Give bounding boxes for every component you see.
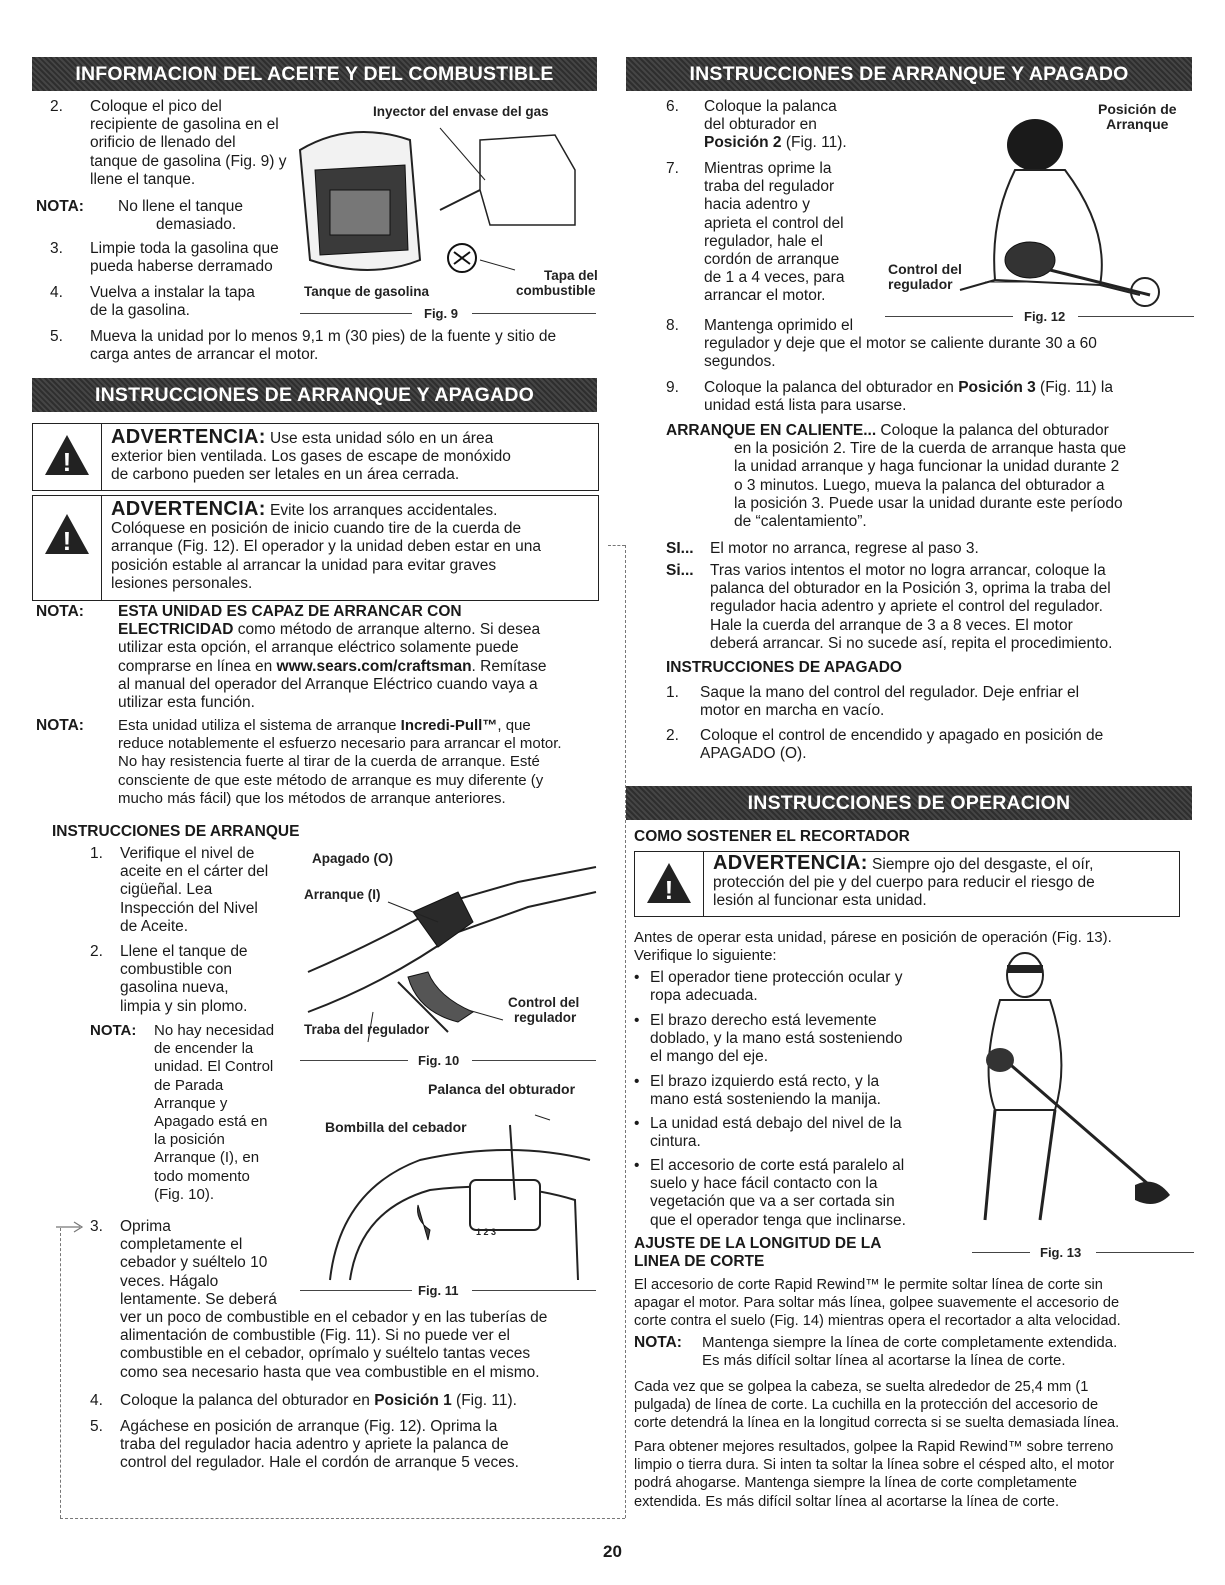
hold-trimmer-heading: COMO SOSTENER EL RECORTADOR [634, 828, 910, 845]
checklist-item: • El brazo izquierdo está recto, y la mano está sosteniendo la manija. [634, 1073, 881, 1109]
warning-icon-cell [33, 496, 102, 600]
stop-step-1: 1. Saque la mano del control del regulador. Deje enfriar el motor en marcha en vacío. [666, 684, 1080, 720]
fig12-label-control: Control del regulador [888, 261, 962, 292]
nota-no-overfill: NOTA: No llene el tanque demasiado. [36, 198, 243, 234]
fig11-rule-right [472, 1290, 596, 1291]
start-step-3: 3. Oprima completamente el cebador y suéltelo 10 veces. Hágalo lentamente. Se deberá ver un poco de combustible en el cebador y en las tuberías de alimentación de combustible (Fig. 11). Si no puede ver el combustible en el cebador, oprímalo y suéltelo tantas veces como sea necesario hasta que vea combustible en el mismo. [90, 1218, 548, 1381]
fig12-rule-right [1078, 316, 1194, 317]
fuel-step-5: 5. Mueva la unidad por lo menos 9,1 m (30 pies) de la fuente y sitio de carga antes de arrancar el motor. [50, 328, 557, 364]
fig13-illustration [955, 950, 1185, 1240]
fig9-caption: Fig. 9 [424, 306, 458, 321]
fig13-rule-right [1096, 1252, 1194, 1253]
fig12-caption: Fig. 12 [1024, 309, 1066, 324]
start-step-6: 6. Coloque la palanca del obturador en Posición 2 (Fig. 11). [666, 98, 847, 152]
warning-box-accidental-start: ! ADVERTENCIA: Evite los arranques accidentales. Colóquese en posición de inicio cuando tire de la cuerda de arranque (Fig. 12). El operador y la unidad deben estar en una posición estable al arrancar la unidad para evitar graves lesiones personales. [32, 495, 599, 601]
nota-incredi-pull: NOTA: Esta unidad utiliza el sistema de arranque Incredi-Pull™, que reduce notablemente el esfuerzo necesario para arrancar el motor. No hay resistencia fuerte al tirar de la cuerda de arranque. Esté consciente de que este método de arranque es muy diferente (y mucho más fácil) que los métodos de arranque anteriores. [36, 717, 562, 807]
fig11-rule-left [300, 1290, 412, 1291]
fig13-caption: Fig. 13 [1040, 1245, 1082, 1260]
start-step-1: 1. Verifique el nivel de aceite en el cárter del cigüeñal. Lea Inspección del Nivel de Aceite. [90, 845, 269, 935]
fig9-rule-right [472, 313, 596, 314]
checklist-item: • El brazo derecho está levemente doblado, y la mano está sosteniendo el mango del eje. [634, 1012, 903, 1066]
checklist-item: • El operador tiene protección ocular y ropa adecuada. [634, 969, 903, 1005]
troubleshoot-si-1: SI... El motor no arranca, regrese al paso 3. [666, 540, 979, 557]
warning-icon-cell [33, 424, 102, 490]
stop-instructions-heading: INSTRUCCIONES DE APAGADO [666, 659, 902, 676]
nota-line-extended: NOTA: Mantenga siempre la línea de corte completamente extendida. Es más difícil soltar línea al acortarse la línea de corte. [634, 1334, 1118, 1370]
dashed-guide-bottom [60, 1518, 625, 1519]
section-banner-start-left: INSTRUCCIONES DE ARRANQUE Y APAGADO [32, 378, 597, 412]
fig9-label-cap: Tapa del combustible [516, 268, 598, 298]
fig13-rule-left [972, 1252, 1030, 1253]
fig11-choke-scale: 1 2 3 [476, 1227, 497, 1237]
stop-step-2: 2. Coloque el control de encendido y apagado en posición de APAGADO (O). [666, 727, 1104, 763]
fig10-label-off: Apagado (O) [312, 851, 393, 866]
fig12-label-position: Posición de Arranque [1098, 101, 1177, 132]
fig10-label-on: Arranque (I) [304, 887, 381, 902]
svg-text:!: ! [664, 875, 674, 905]
fuel-step-4: 4. Vuelva a instalar la tapa de la gasolina. [50, 284, 255, 320]
adjust-line-heading: AJUSTE DE LA LONGITUD DE LA LINEA DE CORTE [634, 1235, 882, 1271]
rapid-rewind-paragraph: El accesorio de corte Rapid Rewind™ le permite soltar línea de corte sin apagar el motor. Para soltar más línea, golpee suavemente el accesorio de corte contra el suelo (Fig. 14) mientras opera el recortador a alta velocidad. [634, 1277, 1121, 1330]
cada-vez-paragraph: Cada vez que se golpea la cabeza, se suelta alrededor de 25,4 mm (1 pulgada) de línea de corte. La cuchilla en la protección del accesorio de corte detendrá la línea en la longitud correcta si se suelta demasiada línea. [634, 1379, 1120, 1432]
svg-text:!: ! [62, 526, 72, 556]
fig10-label-lock: Traba del regulador [304, 1022, 430, 1037]
nota-switch-position: NOTA: No hay necesidad de encender la unidad. El Control de Parada Arranque y Apagado está en la posición Arranque (I), en todo momento (Fig. 10). [90, 1022, 275, 1203]
start-step-8: 8. Mantenga oprimido el regulador y deje que el motor se caliente durante 30 a 60 segundos. [666, 317, 1097, 371]
warning-triangle-icon [43, 433, 91, 477]
best-results-paragraph: Para obtener mejores resultados, golpee la Rapid Rewind™ sobre terreno limpio o tierra dura. Si inten ta soltar la línea sobre el césped alto, el motor podrá ahogarse. Mantenga siempre la línea de corte completamente extendida. Es más difícil soltar línea al acortarse la línea de corte. [634, 1439, 1115, 1510]
start-step-5: 5. Agáchese en posición de arranque (Fig. 12). Oprima la traba del regulador hacia adentro y apriete la palanca de control del regulador. Hale el cordón de arranque 5 veces. [90, 1418, 519, 1472]
nota-electric-start: NOTA: ESTA UNIDAD ES CAPAZ DE ARRANCAR CON ELECTRICIDAD como método de arranque alterno. Si desea utilizar esta opción, el arranque eléctrico solamente puede comprarse en línea en www.sears.com/craftsman. Remítase al manual del operador del Arranque Eléctrico cuando vaya a utilizar esta función. [36, 603, 547, 712]
troubleshoot-si-2: Si... Tras varios intentos el motor no logra arrancar, coloque la palanca del obturador en la Posición 3, oprima la traba del regulador hacia adentro y apriete el control del regulador. Hale la cuerda del arranque de 3 a 8 veces. El motor deberá arrancar. Si no sucede así, repita el procedimiento. [666, 562, 1113, 652]
checklist-item: • La unidad está debajo del nivel de la cintura. [634, 1115, 902, 1151]
warm-start-paragraph: ARRANQUE EN CALIENTE... Coloque la palanca del obturador en la posición 2. Tire de la cuerda de arranque hasta que la unidad arranque y haga funcionar la unidad durante 2 o 3 minutos. Luego, mueva la palanca del obturador a la posición 3. Puede usar la unidad durante este período de “calentamiento”. [666, 422, 1127, 531]
fig10-rule-right [472, 1060, 596, 1061]
page-number: 20 [603, 1542, 622, 1561]
svg-text:!: ! [62, 447, 72, 477]
fig9-label-tank: Tanque de gasolina [304, 284, 430, 299]
start-instructions-heading: INSTRUCCIONES DE ARRANQUE [52, 823, 300, 840]
before-operating-paragraph: Antes de operar esta unidad, párese en posición de operación (Fig. 13). Verifique lo siguiente: [634, 929, 1112, 965]
start-step-2: 2. Llene el tanque de combustible con gasolina nueva, limpia y sin plomo. [90, 943, 248, 1015]
warning-icon-cell [635, 852, 704, 916]
warning-box-ventilation: ! ADVERTENCIA: Use esta unidad sólo en un área exterior bien ventilada. Los gases de escape de monóxido de carbono pueden ser letales en un área cerrada. [32, 423, 599, 491]
fig9-rule-left [300, 313, 412, 314]
start-step-7: 7. Mientras oprime la traba del regulador hacia adentro y aprieta el control del regulador, hale el cordón de arranque de 1 a 4 veces, para arrancar el motor. [666, 160, 845, 305]
fuel-step-3: 3. Limpie toda la gasolina que pueda haberse derramado [50, 240, 279, 276]
fig9-label-nozzle: Inyector del envase del gas [373, 104, 549, 119]
section-banner-fuel: INFORMACION DEL ACEITE Y DEL COMBUSTIBLE [32, 57, 597, 91]
dashed-guide-top-stub [608, 545, 625, 546]
warning-box-protection: ! ADVERTENCIA: Siempre ojo del desgaste, el oír, protección del pie y del cuerpo para reducir el riesgo de lesión al funcionar esta unidad. [634, 851, 1180, 917]
sears-url-link[interactable]: www.sears.com/craftsman [276, 657, 472, 675]
section-banner-start-right: INSTRUCCIONES DE ARRANQUE Y APAGADO [626, 57, 1192, 91]
fig12-rule-left [885, 316, 1013, 317]
dashed-guide-left [60, 1228, 61, 1518]
fig11-label-primer: Bombilla del cebador [325, 1119, 467, 1135]
start-step-4: 4. Coloque la palanca del obturador en Posición 1 (Fig. 11). [90, 1392, 517, 1409]
fuel-step-2: 2. Coloque el pico del recipiente de gasolina en el orificio de llenado del tanque de gasolina (Fig. 9) y llene el tanque. [50, 98, 287, 188]
fig11-caption: Fig. 11 [418, 1283, 459, 1298]
fig11-label-choke: Palanca del obturador [428, 1081, 576, 1097]
dashed-guide-center [625, 545, 626, 1518]
fig10-caption: Fig. 10 [418, 1053, 460, 1068]
checklist-item: • El accesorio de corte está paralelo al suelo y hace fácil contacto con la vegetación que va a ser cortada sin que el operador tenga que inclinarse. [634, 1157, 906, 1229]
fig10-rule-left [300, 1060, 408, 1061]
start-step-9: 9. Coloque la palanca del obturador en Posición 3 (Fig. 11) la unidad está lista para usarse. [666, 379, 1113, 415]
fig10-label-control: Control del regulador [508, 995, 580, 1025]
section-banner-operation: INSTRUCCIONES DE OPERACION [626, 786, 1192, 820]
warning-triangle-icon [43, 512, 91, 556]
warning-triangle-icon [645, 861, 693, 905]
